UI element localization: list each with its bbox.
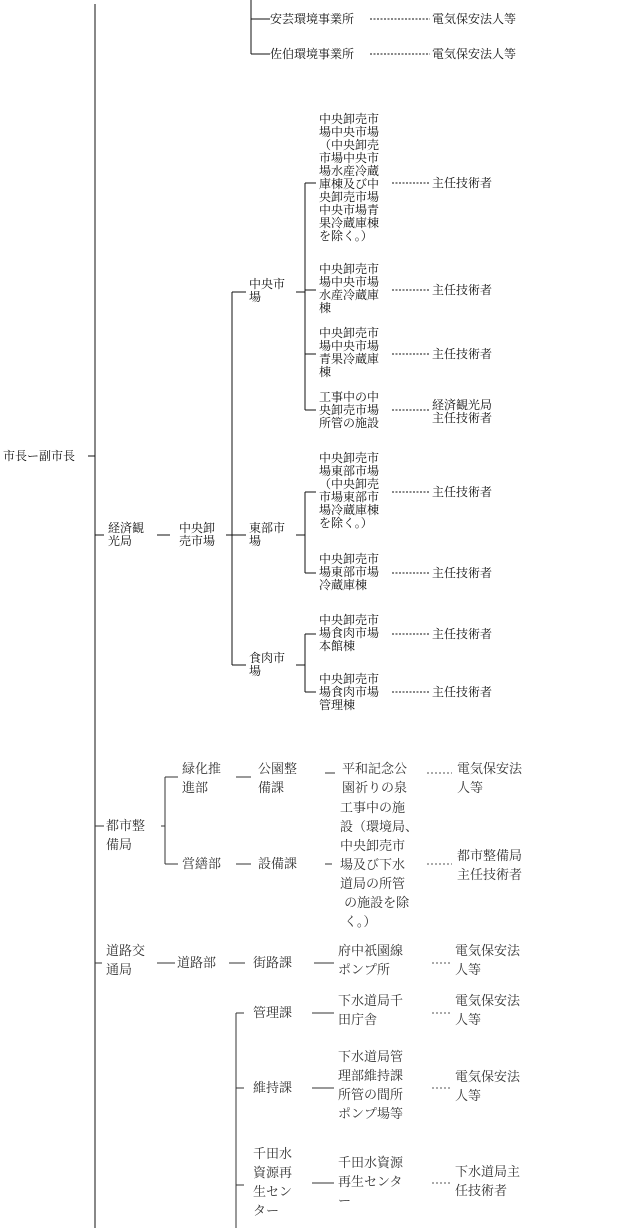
gairo-section: 街路課	[253, 956, 293, 971]
tobu-market: 東部市 場	[249, 521, 286, 548]
doro-dept: 道路部	[177, 956, 217, 971]
doro-bureau: 道路交 通局	[106, 944, 146, 978]
facility-chuo-suisan: 中央卸売市 場中央市場 水産冷蔵庫 棟	[319, 262, 380, 315]
manager-shokuniku-kanri: 主任技術者	[432, 685, 493, 699]
manager-tobu-main: 主任技術者	[432, 485, 493, 499]
iji-pump-stations: 下水道局管 理部維持課 所管の間所 ポンプ場等	[338, 1050, 404, 1122]
ryokka-dept: 緑化推 進部	[182, 762, 222, 796]
facility-shokuniku-kanri: 中央卸売市 場食肉市場 管理棟	[319, 672, 380, 712]
senda-office: 下水道局千 田庁舎	[338, 994, 404, 1028]
chuo-market: 中央市 場	[249, 277, 286, 304]
manager-chuo-seika: 主任技術者	[432, 347, 493, 361]
koji-facilities: 工事中の施 設（環境局、 中央卸売市 場及び下水 道局の所管 の施設を除 く。）	[340, 801, 419, 930]
facility-chuo-koji: 工事中の中 央卸売市場 所管の施設	[319, 390, 380, 430]
senda-center-manager: 下水道局主 任技術者	[455, 1165, 521, 1199]
aki-manager: 電気保安法人等	[432, 12, 517, 26]
koen-section: 公園整 備課	[258, 762, 298, 796]
senda-office-manager: 電気保安法 人等	[455, 994, 521, 1028]
saeki-manager: 電気保安法人等	[432, 47, 517, 61]
senda-center-facility: 千田水資源 再生センタ ー	[338, 1156, 404, 1209]
senda-center-section: 千田水 資源再 生セン ター	[253, 1147, 293, 1219]
manager-chuo-koji: 経済観光局 主任技術者	[432, 398, 493, 425]
manager-shokuniku-honkan: 主任技術者	[432, 627, 493, 641]
facility-tobu-reizo: 中央卸売市 場東部市場 冷蔵庫棟	[319, 552, 380, 592]
iji-section: 維持課	[253, 1081, 293, 1096]
manager-tobu-reizo: 主任技術者	[432, 566, 493, 580]
koji-manager: 都市整備局 主任技術者	[457, 849, 523, 883]
manager-chuo-suisan: 主任技術者	[432, 283, 493, 297]
saeki-office: 佐伯環境事業所	[270, 47, 355, 61]
facility-chuo-main: 中央卸売市 場中央市場 （中央卸売 市場中央市 場水産冷蔵 庫棟及び中 央卸売市場 中央市場青 果冷蔵庫棟 を除く。）	[319, 112, 380, 243]
facility-chuo-seika: 中央卸売市 場中央市場 青果冷蔵庫 棟	[319, 326, 380, 379]
facility-tobu-main: 中央卸売市 場東部市場 （中央卸売 市場東部市 場冷蔵庫棟 を除く。）	[319, 451, 380, 530]
toshi-bureau: 都市整 備局	[106, 819, 146, 853]
aki-office: 安芸環境事業所	[270, 12, 355, 26]
kanri-section: 管理課	[253, 1006, 293, 1021]
fuchu-pump-manager: 電気保安法 人等	[455, 944, 521, 978]
shokuniku-market: 食肉市 場	[249, 651, 286, 678]
heiwa-manager: 電気保安法 人等	[457, 762, 523, 796]
heiwa-fountain: 平和記念公 園祈りの泉	[342, 762, 408, 796]
keizai-bureau: 経済観 光局	[108, 521, 145, 548]
central-wholesale-market: 中央卸 売市場	[179, 521, 216, 548]
setsubi-section: 設備課	[258, 857, 298, 872]
facility-shokuniku-honkan: 中央卸売市 場食肉市場 本館棟	[319, 613, 380, 653]
fuchu-pump: 府中祇園線 ポンプ所	[338, 944, 404, 978]
iji-manager: 電気保安法 人等	[455, 1070, 521, 1104]
manager-chuo-main: 主任技術者	[432, 176, 493, 190]
root-mayor: 市長ー副市長	[3, 449, 76, 463]
eizen-dept: 営繕部	[182, 857, 222, 872]
